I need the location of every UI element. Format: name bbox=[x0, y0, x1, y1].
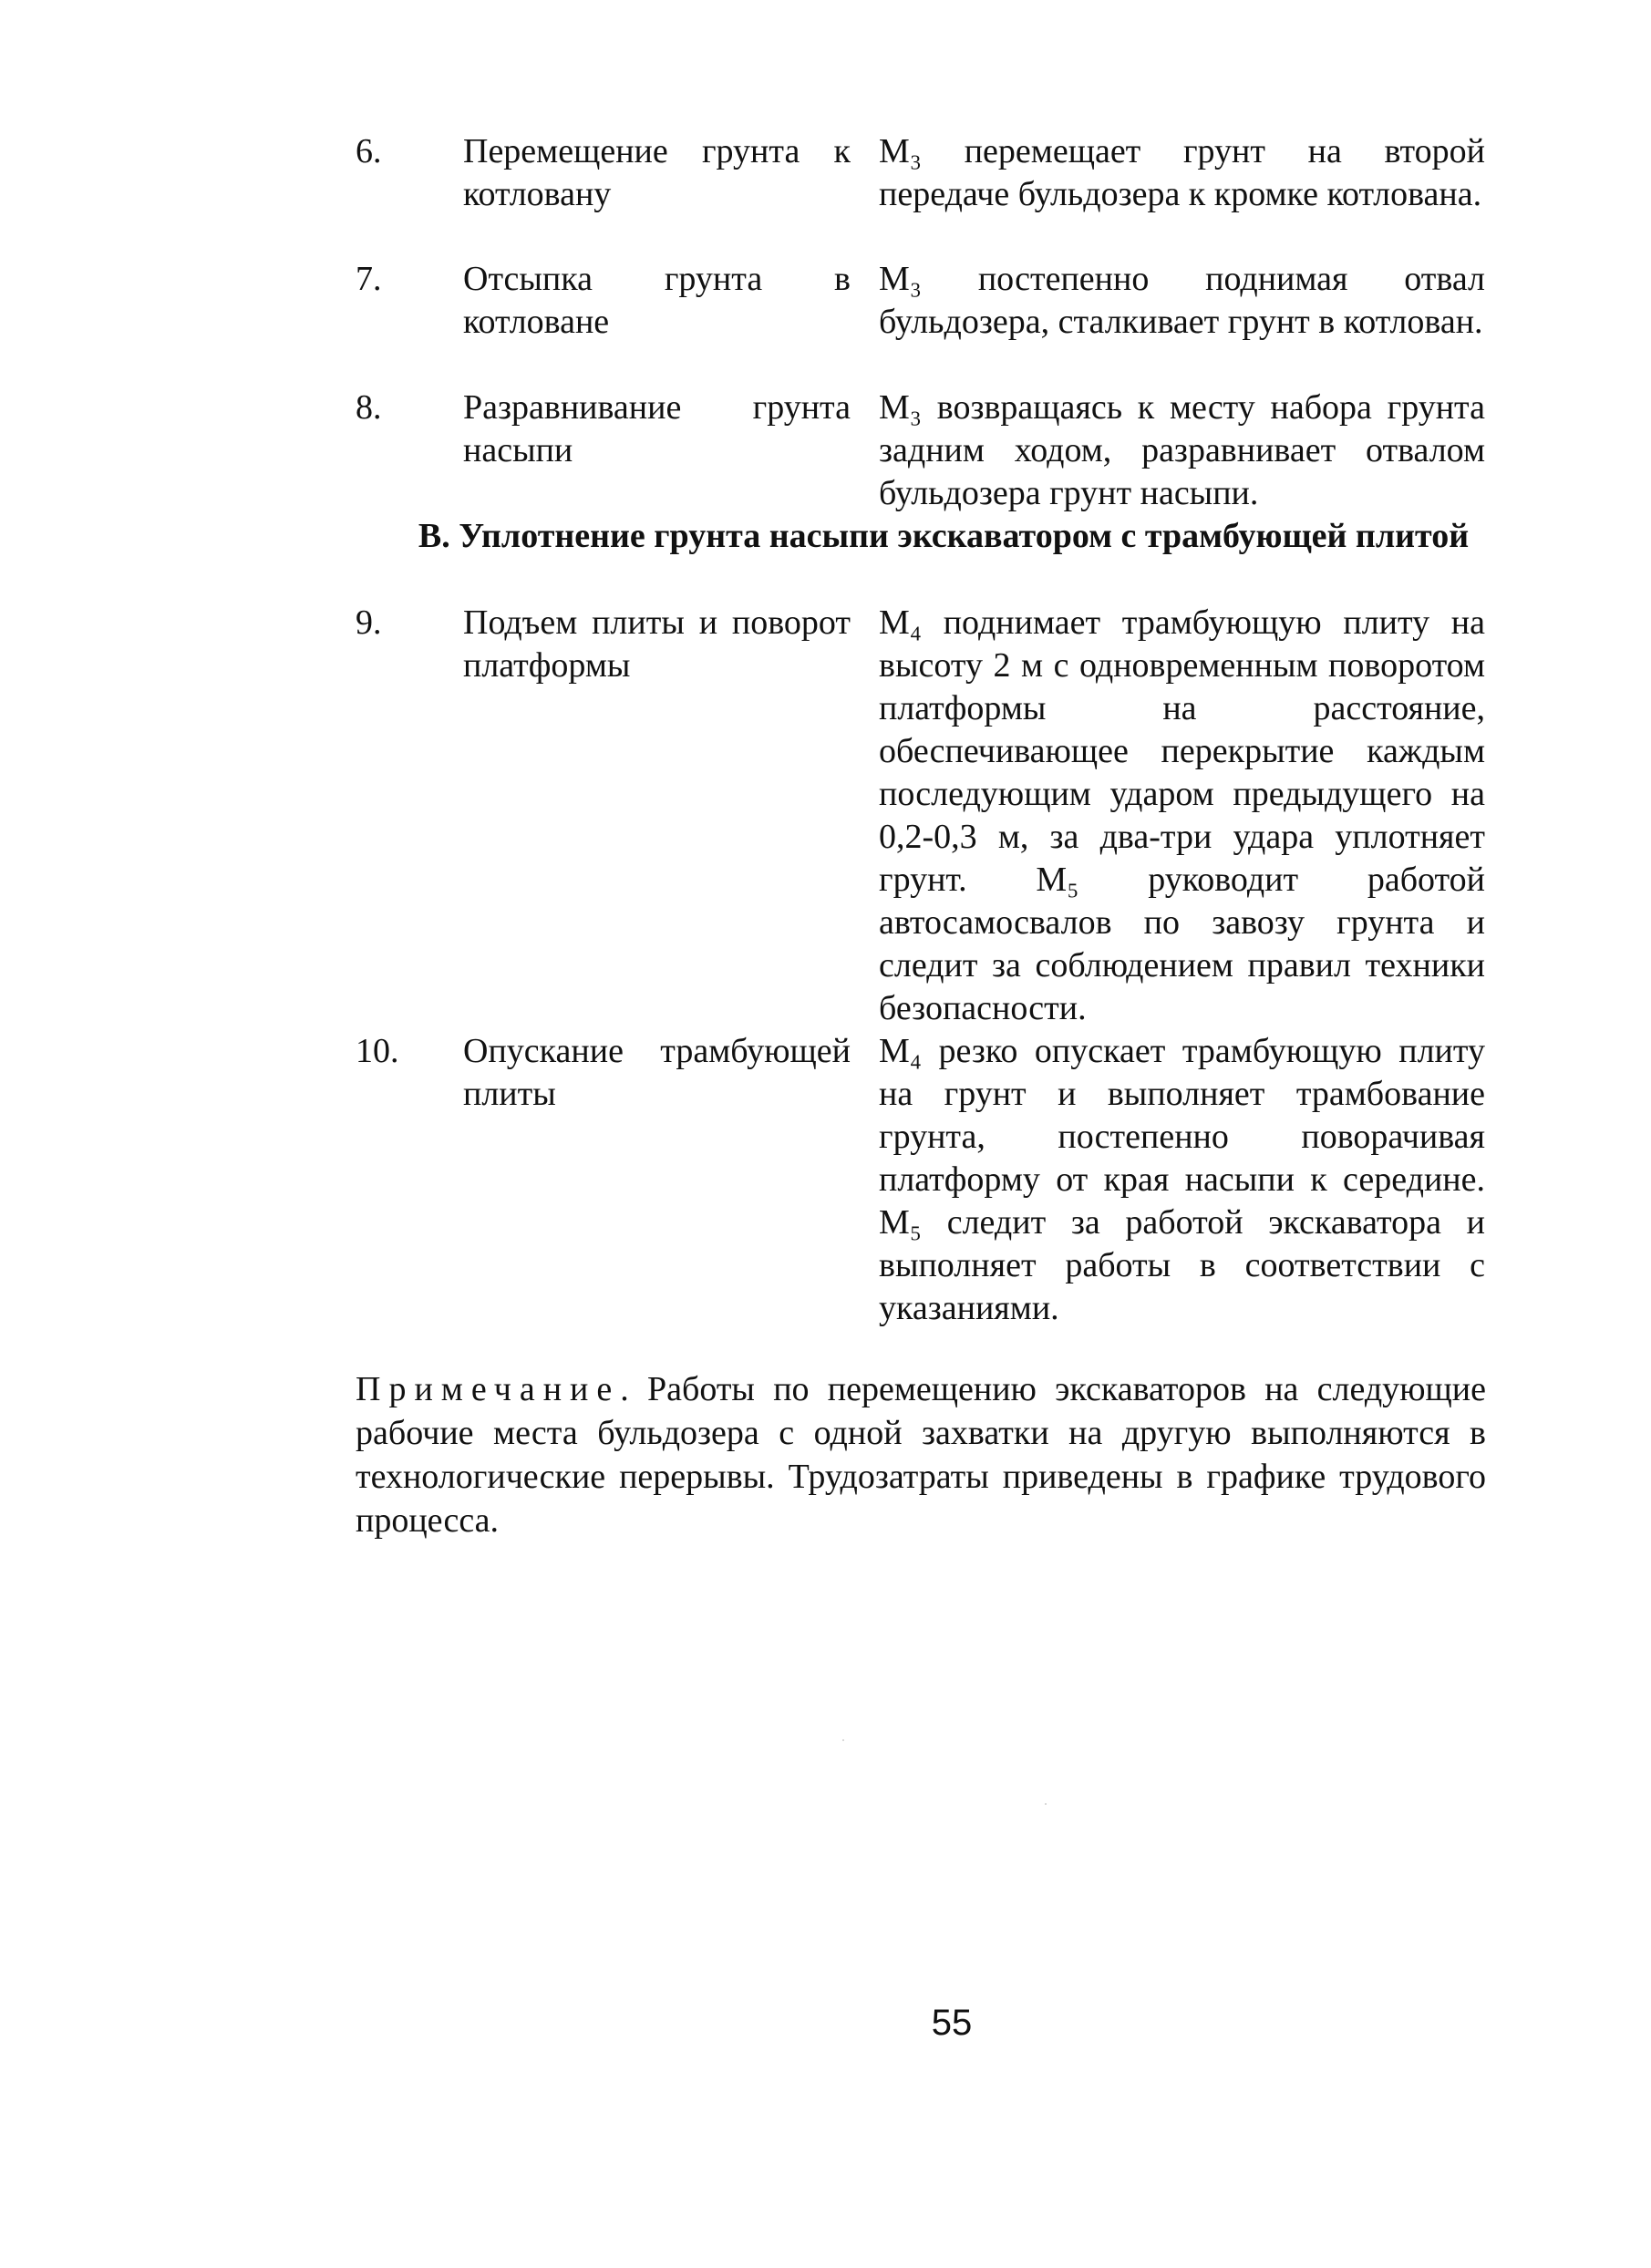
section-heading: В. Уплотнение грунта насыпи экскаватором с трамбующей плитой bbox=[418, 517, 1470, 555]
operation-description: М₃ постепенно поднимая отвал бульдозера, сталкивает грунт в котлован. bbox=[879, 260, 1485, 341]
row-number: 7. bbox=[356, 260, 382, 298]
scan-speck bbox=[1045, 1803, 1047, 1805]
row-number: 9. bbox=[356, 603, 382, 642]
operation-description: М₄ поднимает трамбующую плиту на высоту 2 м с одновременным поворотом платформы на расстояние, обеспечивающее перекрытие каждым последующим ударом предыдущего на 0,2-0,3 м, за два-три удара уплотняет грунт. М₅ руководит работой автосамосвалов по завозу грунта и следит за соблюдением правил техники безопасности. bbox=[879, 603, 1485, 1027]
operation-name: Опускание трамбующей плиты bbox=[463, 1032, 851, 1113]
operation-name: Отсыпка грунта в котловане bbox=[463, 260, 851, 341]
note-paragraph bbox=[356, 1367, 1486, 1542]
operation-description: М₄ резко опускает трамбующую плиту на грунт и выполняет трамбование грунта, постепенно поворачивая платформу от края насыпи к середине. М₅ следит за работой экскаватора и выполняет работы в соответствии с указаниями. bbox=[879, 1032, 1485, 1327]
operation-name: Разравнивание грунта насыпи bbox=[463, 388, 851, 469]
note-label: Примечание bbox=[356, 1370, 621, 1408]
page-number: 55 bbox=[931, 2003, 973, 2043]
operation-description: М₃ возвращаясь к месту набора грунта задним ходом, разравнивает отвалом бульдозера грунт насыпи. bbox=[879, 388, 1485, 512]
operation-name: Подъем плиты и поворот платформы bbox=[463, 603, 851, 685]
row-number: 6. bbox=[356, 132, 382, 170]
row-number: 8. bbox=[356, 388, 382, 427]
operation-description: М₃ перемещает грунт на второй передаче бульдозера к кромке котлована. bbox=[879, 132, 1485, 213]
operation-name: Перемещение грунта к котловану bbox=[463, 132, 851, 213]
row-number: 10. bbox=[356, 1032, 399, 1070]
scan-speck bbox=[842, 1739, 844, 1741]
note-text: . Работы по перемещению экскаваторов на следующие рабочие места бульдозера с одной захватки на другую выполняются в технологические перерывы. Трудозатраты приведены в графике трудового процесса. bbox=[356, 1370, 1486, 1540]
